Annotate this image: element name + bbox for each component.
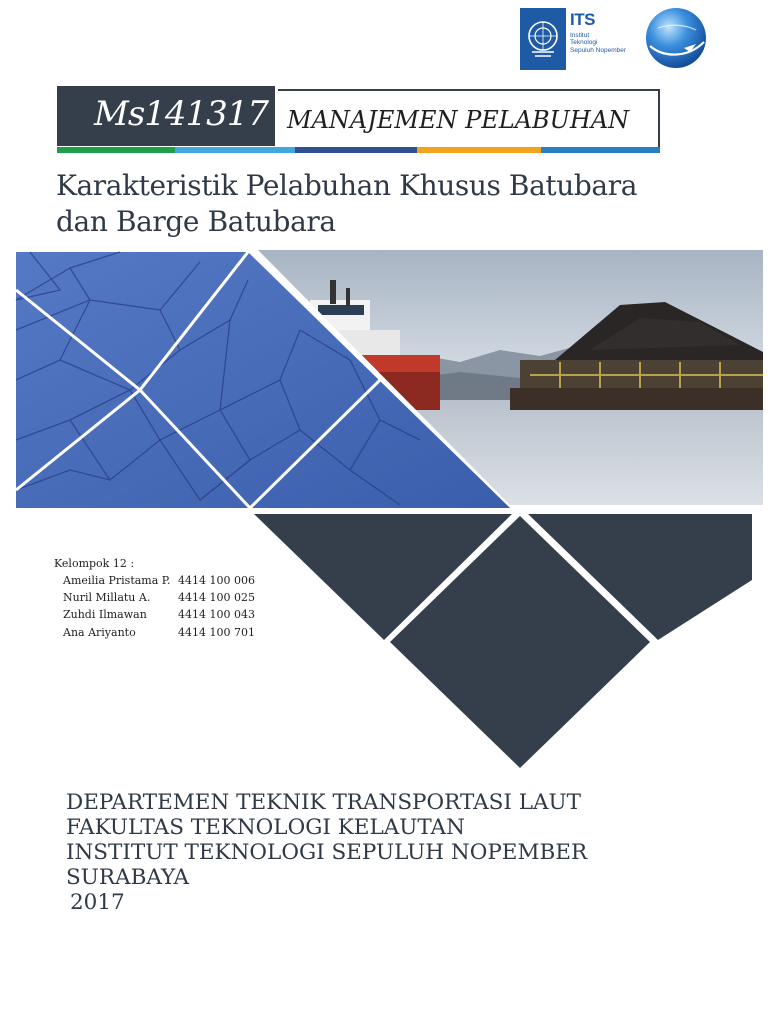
member-nrp: 4414 100 043 <box>178 608 255 621</box>
member-name: Zuhdi Ilmawan <box>63 608 147 621</box>
member-name: Ameilia Pristama P. <box>63 574 171 587</box>
its-name: ITS <box>570 10 595 29</box>
title-line: dan Barge Batubara <box>56 205 336 238</box>
institution-block <box>66 790 587 915</box>
course-name: MANAJEMEN PELABUHAN <box>287 106 630 134</box>
title-line: Karakteristik Pelabuhan Khusus Batubara <box>56 169 637 202</box>
member-name: Nuril Millatu A. <box>63 591 151 604</box>
group-label: Kelompok 12 : <box>54 557 135 570</box>
its-sub-line: Institut <box>570 32 590 39</box>
member-nrp: 4414 100 025 <box>178 591 255 604</box>
course-code: Ms141317 <box>94 94 269 134</box>
faculty-line: FAKULTAS TEKNOLOGI KELAUTAN <box>66 815 465 840</box>
its-sub-line: Sepuluh Nopember <box>570 46 627 54</box>
member-nrp: 4414 100 701 <box>178 626 255 639</box>
year-line: 2017 <box>70 890 125 915</box>
city-line: SURABAYA <box>66 865 190 890</box>
dark-diamond-shapes <box>254 514 752 768</box>
its-sub-line: Teknologi <box>570 39 598 47</box>
member-nrp: 4414 100 006 <box>178 574 255 587</box>
institute-line: INSTITUT TEKNOLOGI SEPULUH NOPEMBER <box>66 840 588 865</box>
member-name: Ana Ariyanto <box>63 626 136 639</box>
department-line: DEPARTEMEN TEKNIK TRANSPORTASI LAUT <box>66 790 581 815</box>
